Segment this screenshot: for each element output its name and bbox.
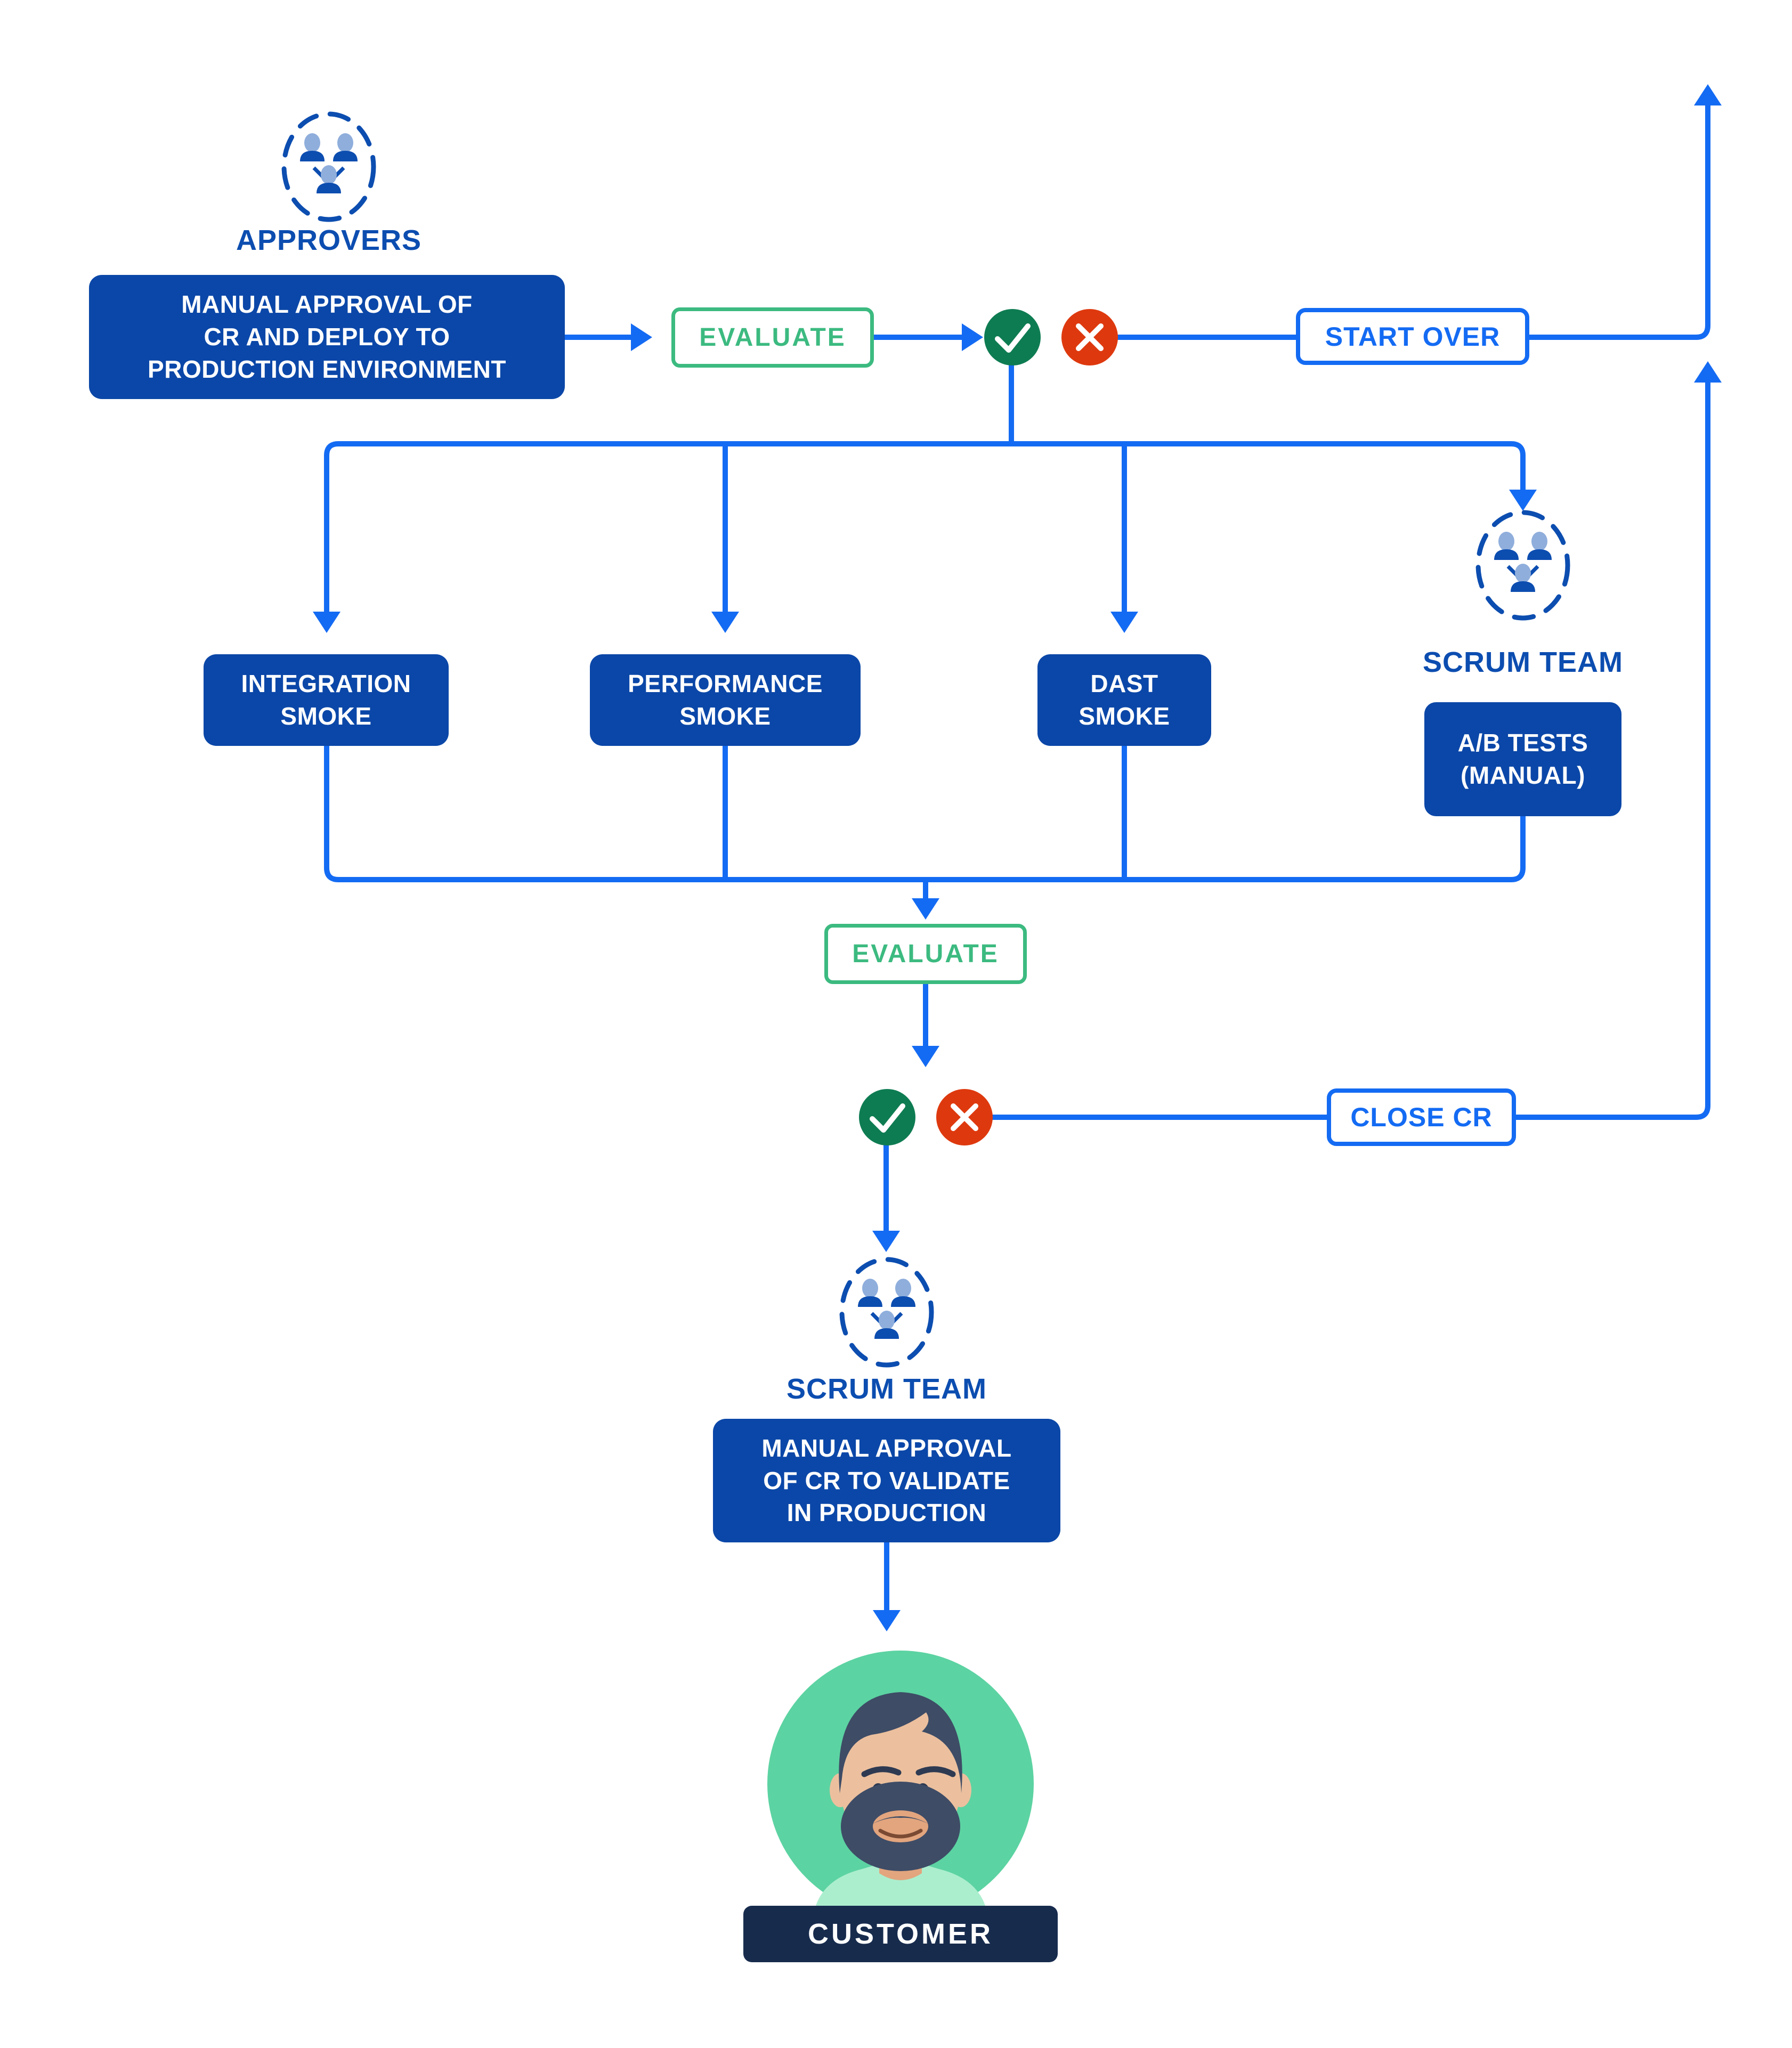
arrowhead-down-icon xyxy=(912,1046,939,1067)
node-text-line: MANUAL APPROVAL OF xyxy=(181,290,473,319)
scrum-team-label: SCRUM TEAM xyxy=(1423,646,1623,678)
node-text-line: SMOKE xyxy=(679,702,771,730)
decision-2 xyxy=(859,1089,993,1145)
node-text-line: PRODUCTION ENVIRONMENT xyxy=(148,355,506,383)
node-text-line: OF CR TO VALIDATE xyxy=(763,1466,1010,1494)
node-ab-tests xyxy=(1424,702,1621,816)
node-integration-smoke xyxy=(204,654,449,746)
customer-avatar xyxy=(767,1651,1034,1917)
pass-check-icon xyxy=(859,1089,915,1145)
scrum-team-label: SCRUM TEAM xyxy=(786,1373,987,1405)
node-text-line: SMOKE xyxy=(280,702,372,730)
arrowhead-right-icon xyxy=(962,323,983,351)
node-text-line: PERFORMANCE xyxy=(628,670,823,698)
arrowhead-up-icon xyxy=(1694,361,1722,383)
node-evaluate-2: EVALUATE xyxy=(824,924,1027,984)
node-start-over: START OVER xyxy=(1296,308,1529,365)
decision-1 xyxy=(984,309,1118,365)
arrowhead-down-icon xyxy=(711,612,739,633)
node-text-line: DAST xyxy=(1090,670,1158,698)
node-manual-approval-deploy xyxy=(89,275,565,399)
node-text-line: INTEGRATION xyxy=(241,670,411,698)
arrowhead-down-icon xyxy=(873,1610,901,1631)
edge-collect-line xyxy=(327,746,1523,880)
approvers-label: APPROVERS xyxy=(236,224,422,256)
node-dast-smoke xyxy=(1037,654,1211,746)
node-text-line: CR AND DEPLOY TO xyxy=(204,323,450,351)
arrowhead-down-icon xyxy=(1110,612,1138,633)
node-performance-smoke xyxy=(590,654,861,746)
customer-avatar-illustration xyxy=(767,1651,1034,1917)
node-manual-approval-validate xyxy=(713,1419,1060,1542)
scrum-team-icon xyxy=(1478,513,1568,618)
approvers-team-icon xyxy=(284,114,374,220)
arrowhead-down-icon xyxy=(912,898,939,920)
node-text-line: A/B TESTS xyxy=(1457,729,1588,757)
node-text-line: IN PRODUCTION xyxy=(786,1499,987,1527)
arrowhead-down-icon xyxy=(1509,490,1537,511)
edge-distribution-line xyxy=(327,444,1523,490)
arrowhead-right-icon xyxy=(631,323,652,351)
edge-startover-restart xyxy=(1529,105,1708,337)
node-evaluate-1: EVALUATE xyxy=(671,307,874,368)
arrowhead-down-icon xyxy=(872,1231,900,1252)
node-text-line: SMOKE xyxy=(1079,702,1170,730)
pass-check-icon xyxy=(984,309,1041,365)
scrum-team-icon xyxy=(842,1259,931,1365)
node-text-line: (MANUAL) xyxy=(1461,761,1585,789)
node-close-cr: CLOSE CR xyxy=(1327,1088,1516,1146)
arrowhead-up-icon xyxy=(1694,84,1722,105)
arrowhead-down-icon xyxy=(313,612,340,633)
customer-label: CUSTOMER xyxy=(743,1906,1058,1962)
node-text-line: MANUAL APPROVAL xyxy=(761,1434,1012,1462)
